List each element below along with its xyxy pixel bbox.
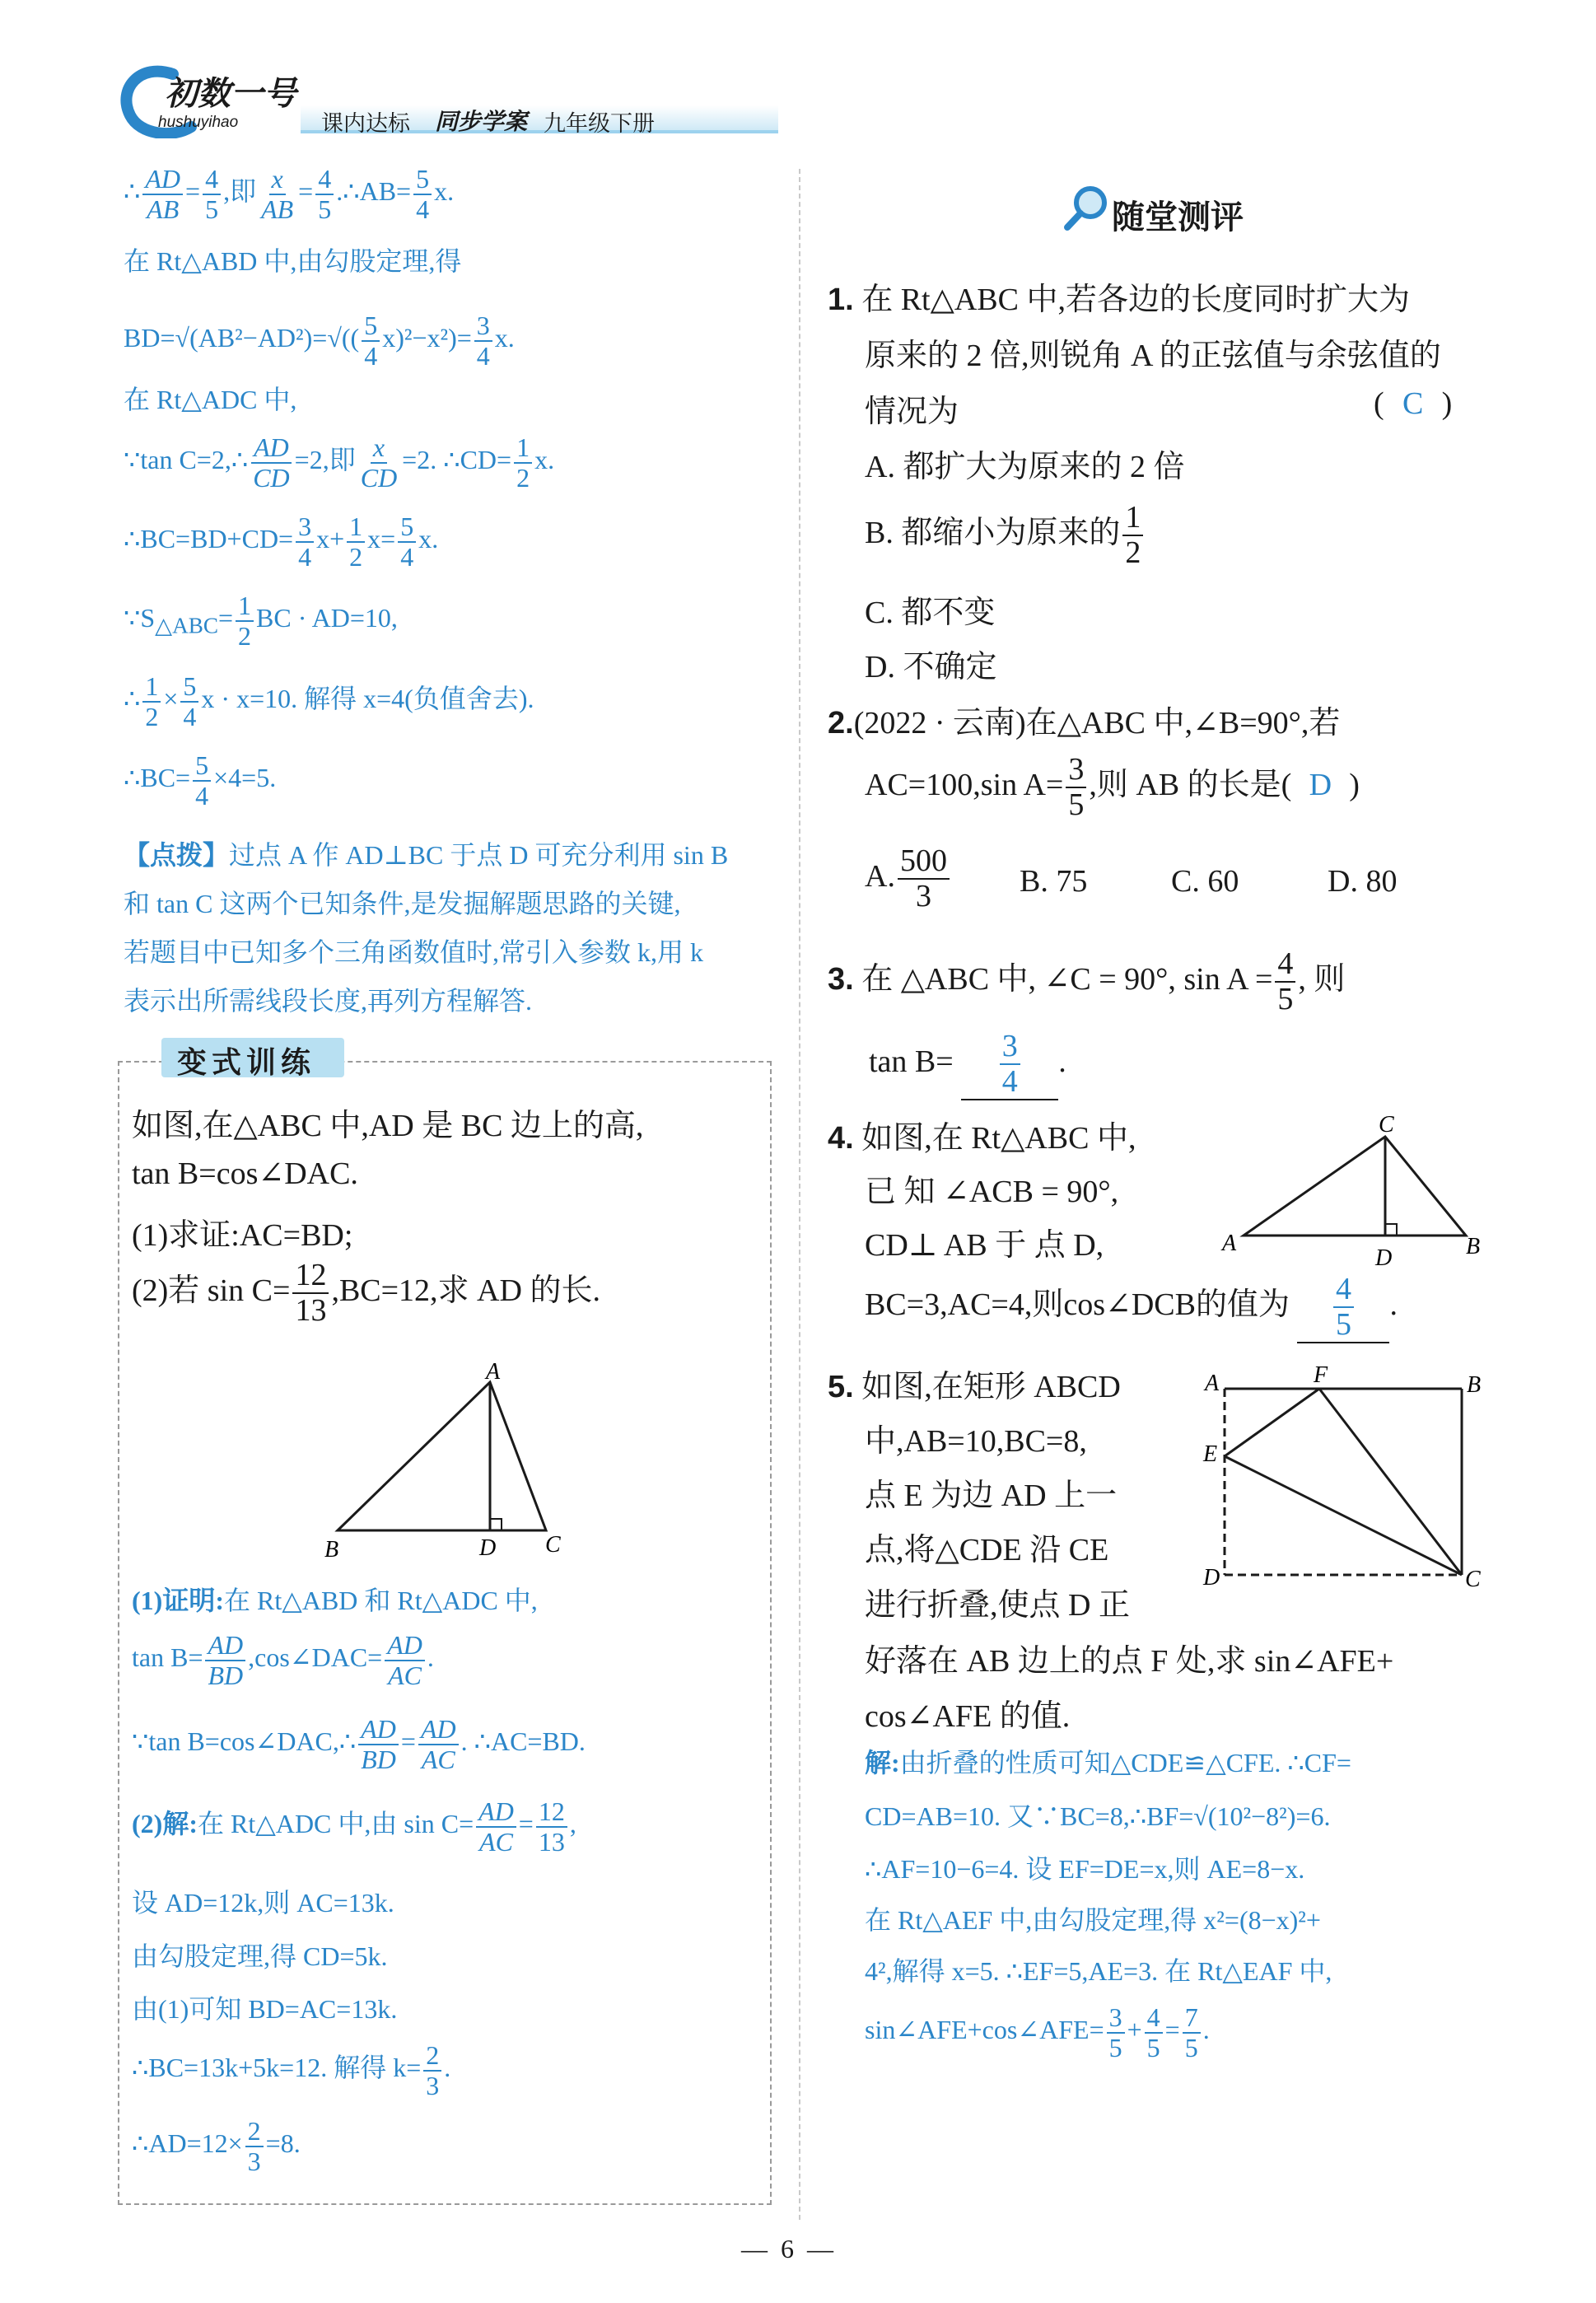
q1-option-a: A. 都扩大为原来的 2 倍 [865,450,1185,484]
ps-line-6: 由勾股定理,得 CD=5k. [132,1941,388,1971]
fig-label-c: C [545,1532,561,1558]
practice-title: 变式训练 [177,1045,316,1079]
q1-option-d: D. 不确定 [865,650,997,684]
q4-line-3: CD⊥ AB 于 点 D, [865,1228,1104,1263]
q2-option-a: A. $\frac{500}{3}$ [865,844,952,913]
tip-label: 【点拨】 [124,840,230,870]
fig5-label-d: D [1203,1565,1220,1591]
q3-line-2: tan B= $\frac{3}{4}$ . [869,1030,1066,1100]
fig5-label-e: E [1203,1441,1218,1467]
q5s-line-4: 在 Rt△AEF 中,由勾股定理,得 x²=(8−x)²+ [865,1905,1321,1935]
sol-line-4: 在 Rt△ADC 中, [124,385,297,414]
q5s-line-6: sin∠AFE+cos∠AFE= $\frac{3}{5}$ + $\frac{4}{5}$ = $\frac{7}{5}$ . [865,2002,1210,2062]
fig5-label-f: F [1314,1362,1328,1388]
header-series: 课内达标 [321,111,410,136]
ps-line-8: ∴BC=13k+5k=12. 解得 k= $\frac{2}{3}$ . [132,2040,451,2100]
ps-line-2: tan B= $\frac{AD}{BD}$ ,cos∠DAC= $\frac{AD}{AC}$ . [132,1630,434,1690]
sol-line-2: 在 Rt△ABD 中,由勾股定理,得 [124,246,462,276]
q4-line-4: BC=3,AC=4,则cos∠DCB的值为 $\frac{4}{5}$ . [865,1273,1398,1343]
fig5-label-c: C [1465,1567,1481,1592]
sol-line-5: ∵tan C=2,∴ $\frac{AD}{CD}$ =2,即 $\frac{x}{CD}$ =2. ∴CD= $\frac{1}{2}$ x. [124,432,555,493]
q2-line-1: 2.(2022 · 云南)在△ABC 中,∠B=90°,若 [828,706,1341,740]
sol-line-9: ∴BC= $\frac{5}{4}$ ×4=5. [124,750,277,810]
header-grade: 九年级下册 [544,111,655,136]
triangle-figure [313,1359,585,1565]
tip-line-2: 和 tan C 这两个已知条件,是发掘解题思路的关键, [124,889,681,918]
q5s-line-5: 4²,解得 x=5. ∴EF=5,AE=3. 在 Rt△EAF 中, [865,1956,1332,1986]
fig4-label-b: B [1466,1234,1481,1259]
fig4-label-a: A [1222,1231,1237,1256]
header [115,64,675,138]
tip-line-4: 表示出所需线段长度,再列方程解答. [124,986,533,1016]
fig5-label-b: B [1467,1372,1482,1398]
q4-triangle-figure [1219,1112,1491,1268]
logo-text: 初数一号 [165,76,296,112]
q5s-line-2: CD=AB=10. 又∵BC=8,∴BF=√(10²−8²)=6. [865,1801,1331,1831]
q2-option-c: C. 60 [1171,864,1239,899]
fig5-label-a: A [1205,1371,1220,1396]
sol-line-1: ∴ $\frac{AD}{AB}$ = $\frac{4}{5}$ ,即 $\frac{x}{AB}$ = $\frac{4}{5}$ .∴AB= $\frac{5}{4}$ x. [124,164,455,224]
q1-line-2: 原来的 2 倍,则锐角 A 的正弦值与余弦值的 [865,339,1441,373]
ps-line-5: 设 AD=12k,则 AC=13k. [132,1888,394,1918]
q1-line-3: 情况为 [865,395,959,429]
header-book: 同步学案 [435,109,528,134]
sol-line-8: ∴ $\frac{1}{2}$ × $\frac{5}{4}$ x · x=10. 解得 x=4(负值舍去). [124,671,534,731]
sol-line-3: BD=√(AB²−AD²)=√(( $\frac{5}{4}$ x)²−x²)= $\frac{3}{4}$ x. [124,311,515,371]
q1-answer: ( C ) [1374,386,1453,421]
sol-line-7: $\because S_{\triangle ABC}=$ $\frac{1}{2}$ BC · AD=10, [124,591,398,651]
fig-label-b: B [324,1537,339,1563]
q4-line-1: 4. 如图,在 Rt△ABC 中, [828,1121,1136,1156]
ps-line-9: ∴AD=12× $\frac{2}{3}$ =8. [132,2116,301,2176]
page-number: — 6 — [741,2234,833,2263]
q5s-line-1: 解:由折叠的性质可知△CDE≌△CFE. ∴CF= [865,1748,1351,1777]
q5s-line-3: ∴AF=10−6=4. 设 EF=DE=x,则 AE=8−x. [865,1854,1305,1884]
tip-line-1: 【点拨】过点 A 作 AD⊥BC 于点 D 可充分利用 sin B [124,840,729,870]
q5-line-1: 5. 如图,在矩形 ABCD [828,1370,1121,1404]
magnifier-icon [1062,183,1112,232]
fig4-label-d: D [1375,1245,1393,1268]
fig4-label-c: C [1379,1112,1394,1137]
q4-line-2: 已 知 ∠ACB = 90°, [865,1175,1119,1209]
logo-pinyin: hushuyihao [158,114,239,131]
pq-line-1: 如图,在△ABC 中,AD 是 BC 边上的高, [132,1109,644,1143]
q1-option-b: B. 都缩小为原来的 $\frac{1}{2}$ [865,501,1146,570]
q5-line-2: 中,AB=10,BC=8, [865,1424,1087,1459]
q5-line-7: cos∠AFE 的值. [865,1699,1071,1734]
pq-line-3: (1)求证:AC=BD; [132,1218,353,1253]
ps-line-1: (1)证明:在 Rt△ABD 和 Rt△ADC 中, [132,1586,538,1615]
q2-line-2: AC=100,sin A= $\frac{3}{5}$ ,则 AB 的长是( D ) [865,752,1360,823]
q5-line-5: 进行折叠,使点 D 正 [865,1588,1130,1623]
q5-line-6: 好落在 AB 边上的点 F 处,求 sin∠AFE+ [865,1644,1394,1679]
ps-line-4: (2)解:在 Rt△ADC 中,由 sin C= $\frac{AD}{AC}$ = $\frac{12}{13}$ , [132,1796,576,1857]
ps-line-7: 由(1)可知 BD=AC=13k. [132,1994,398,2024]
ps-line-3: ∵tan B=cos∠DAC,∴ $\frac{AD}{BD}$ = $\frac{AD}{AC}$ . ∴AC=BD. [132,1714,586,1774]
sol-line-6: ∴BC=BD+CD= $\frac{3}{4}$ x+ $\frac{1}{2}$ x= $\frac{5}{4}$ x. [124,512,439,572]
column-divider [799,169,800,2220]
fig-label-a: A [486,1359,501,1385]
tip-line-3: 若题目中已知多个三角函数值时,常引入参数 k,用 k [124,937,704,967]
q2-option-b: B. 75 [1020,864,1088,899]
q5-line-3: 点 E 为边 AD 上一 [865,1478,1118,1513]
fig-label-d: D [479,1535,497,1561]
q5-rectangle-figure [1198,1357,1495,1596]
q3-line-1: 3. 在 △ABC 中, ∠C = 90°, sin A = $\frac{4}{5}$ , 则 [828,946,1346,1017]
q1-option-c: C. 都不变 [865,596,996,630]
pq-line-4: (2)若 sin C= $\frac{12}{13}$ ,BC=12,求 AD 的长. [132,1258,600,1329]
q5-line-4: 点,将△CDE 沿 CE [865,1533,1109,1567]
pq-line-2: tan B=cos∠DAC. [132,1156,358,1191]
q1-line-1: 1. 在 Rt△ABC 中,若各边的长度同时扩大为 [828,283,1410,317]
quiz-title: 随堂测评 [1112,199,1244,236]
q2-option-d: D. 80 [1328,864,1398,899]
